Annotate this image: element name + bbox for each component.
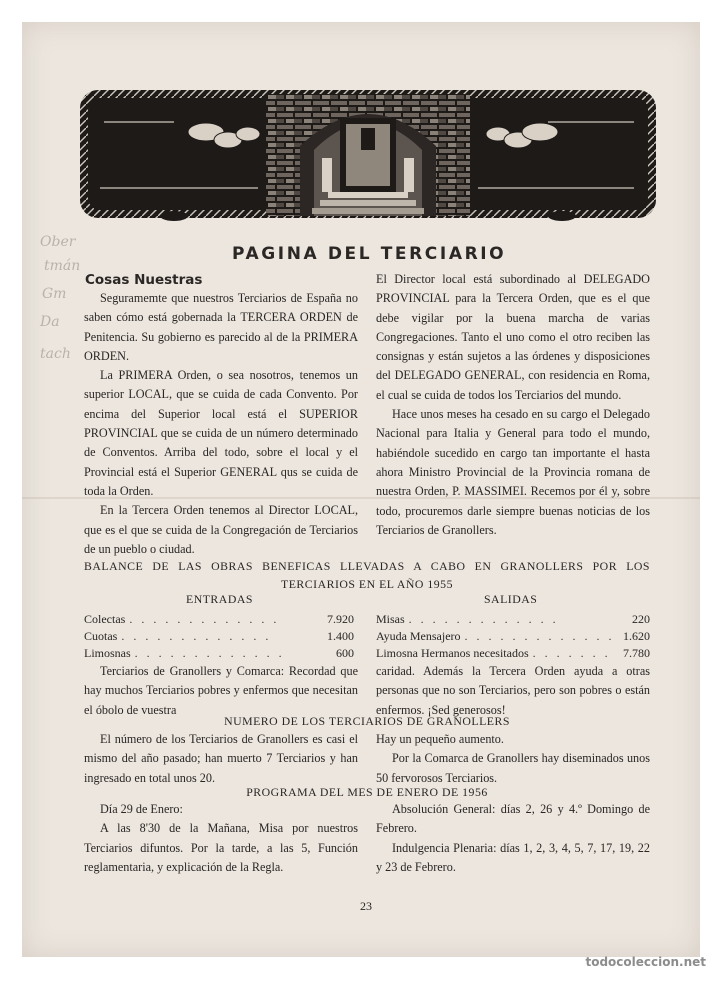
header-banner-illustration (78, 88, 658, 224)
numero-right (376, 730, 650, 788)
balance-note-left (84, 662, 358, 720)
ledger-row: Limosna Hermanos necesitados . . . . . . . 7.780 (376, 645, 650, 660)
ledger-label: Colectas (84, 612, 126, 626)
programa-heading: PROGRAMA DEL MES DE ENERO DE 1956 (246, 785, 488, 799)
ledger-row: Colectas . . . . . . . . . . . . . 7.920 (84, 612, 354, 626)
page-number: 23 (360, 899, 372, 913)
ledger-amount: 600 (336, 645, 354, 660)
salidas-label: SALIDAS (484, 592, 538, 606)
section-heading: Cosas Nuestras (85, 272, 203, 288)
right-column (376, 270, 650, 540)
balance-heading-line1: BALANCE DE LAS OBRAS BENEFICAS LLEVADAS A CABO EN GRANOLLERS POR LOS (84, 559, 650, 573)
paragraph: La PRIMERA Orden, o sea nosotros, tenemos un superior LOCAL, que se cuida de cada Convento. Por encima del Superior local está el SUPERIOR PROVINCIAL que se cuida de un número determinado de Conventos. Arriba del todo, sobre el local y el Provincial está el Superior GENERAL qus se cuida de toda la Orden. (84, 368, 358, 498)
page-title: PAGINA DEL TERCIARIO (232, 244, 507, 264)
paragraph: Hay un pequeño aumento. (376, 732, 504, 746)
paragraph: El número de los Terciarios de Granollers es casi el mismo del año pasado; han muerto 7 Terciarios y han ingresado en total unos 20. (84, 732, 358, 785)
ledger-amount: 1.400 (327, 628, 354, 643)
ledger-label: Limosna Hermanos necesitados (376, 645, 529, 660)
paragraph: Indulgencia Plenaria: días 1, 2, 3, 4, 5, 7, 17, 19, 22 y 23 de Febrero. (376, 840, 650, 874)
ledger-amount: 7.920 (327, 612, 354, 626)
paragraph: En la Tercera Orden tenemos al Director LOCAL, que es el que se cuida de la Congregación de Terciarios de un pueblo o ciudad. (84, 503, 358, 556)
paragraph: Por la Comarca de Granollers hay diseminados unos 50 fervorosos Terciarios. (376, 751, 650, 785)
ledger-row: Ayuda Mensajero . . . . . . . . . . . . . 1.620 (376, 628, 650, 643)
ledger-label: Cuotas (84, 628, 118, 643)
pencil-note: Da (40, 314, 60, 330)
ledger-row: Misas . . . . . . . . . . . . . 220 (376, 612, 650, 626)
salidas-ledger (376, 611, 650, 661)
ledger-row: Cuotas . . . . . . . . . . . . . 1.400 (84, 628, 354, 643)
ledger-amount: 7.780 (623, 645, 650, 660)
numero-left (84, 730, 358, 788)
ledger-amount: 220 (632, 612, 650, 626)
balance-note-right (376, 662, 650, 720)
paragraph: Hace unos meses ha cesado en su cargo el Delegado Nacional para Italia y General para todo el mundo, habiéndole sucedido en cargo tan importante el hasta ahora Ministro Provincial de la Provincia romana de nuestra Orden, P. MASSIMEI. Recemos por él y, sobre todo, procuremos darle siempre buenas noticias de los Terciarios de Granollers. (376, 407, 650, 537)
ledger-label: Ayuda Mensajero (376, 628, 461, 643)
paragraph: A las 8'30 de la Mañana, Misa por nuestros Terciarios difuntos. Por la tarde, a las 5, Función reglamentaria, y explicación de la Regla. (84, 821, 358, 874)
paragraph: El Director local está subordinado al DELEGADO PROVINCIAL para la Tercera Orden, que es el que debe vigilar por la buena marcha de varias Congregaciones. Tanto el uno como el otro reciben las consignas y están sujetos a las órdenes y disposiciones del DELEGADO GENERAL, con residencia en Roma, el cual se cuida de todos los Terciarios del mundo. (376, 272, 650, 402)
programa-left (84, 800, 358, 877)
ledger-label: Limosnas (84, 645, 131, 660)
pencil-note: tmán (44, 258, 81, 274)
watermark-logo: todocoleccion.net (585, 955, 706, 969)
paragraph: Terciarios de Granollers y Comarca: Recordad que hay muchos Terciarios pobres y enfermos que necesitan el óbolo de vuestra (84, 664, 358, 717)
pencil-note: Ober (40, 234, 76, 250)
left-column (84, 289, 358, 559)
balance-heading-line2: TERCIARIOS EN EL AÑO 1955 (281, 577, 453, 591)
ledger-amount: 1.620 (623, 628, 650, 643)
paragraph: caridad. Además la Tercera Orden ayuda a otras personas que no son Terciarios, pero son pobres o están enfermos. ¡Sed generosos! (376, 664, 650, 717)
pencil-note: tach (40, 346, 71, 362)
numero-heading: NUMERO DE LOS TERCIARIOS DE GRANOLLERS (224, 714, 510, 728)
paragraph: Día 29 de Enero: (100, 802, 183, 816)
entradas-ledger (84, 611, 354, 661)
paragraph: Seguramemte que nuestros Terciarios de España no saben cómo está gobernada la TERCERA ORDEN de Penitencia. Su gobierno es parecido al de la PRIMERA ORDEN. (84, 291, 358, 363)
ledger-label: Misas (376, 612, 405, 626)
programa-right (376, 800, 650, 877)
ledger-row: Limosnas . . . . . . . . . . . . . 600 (84, 645, 354, 660)
entradas-label: ENTRADAS (186, 592, 253, 606)
pencil-note: Gm (42, 286, 67, 302)
paragraph: Absolución General: días 2, 26 y 4.º Domingo de Febrero. (376, 802, 650, 836)
